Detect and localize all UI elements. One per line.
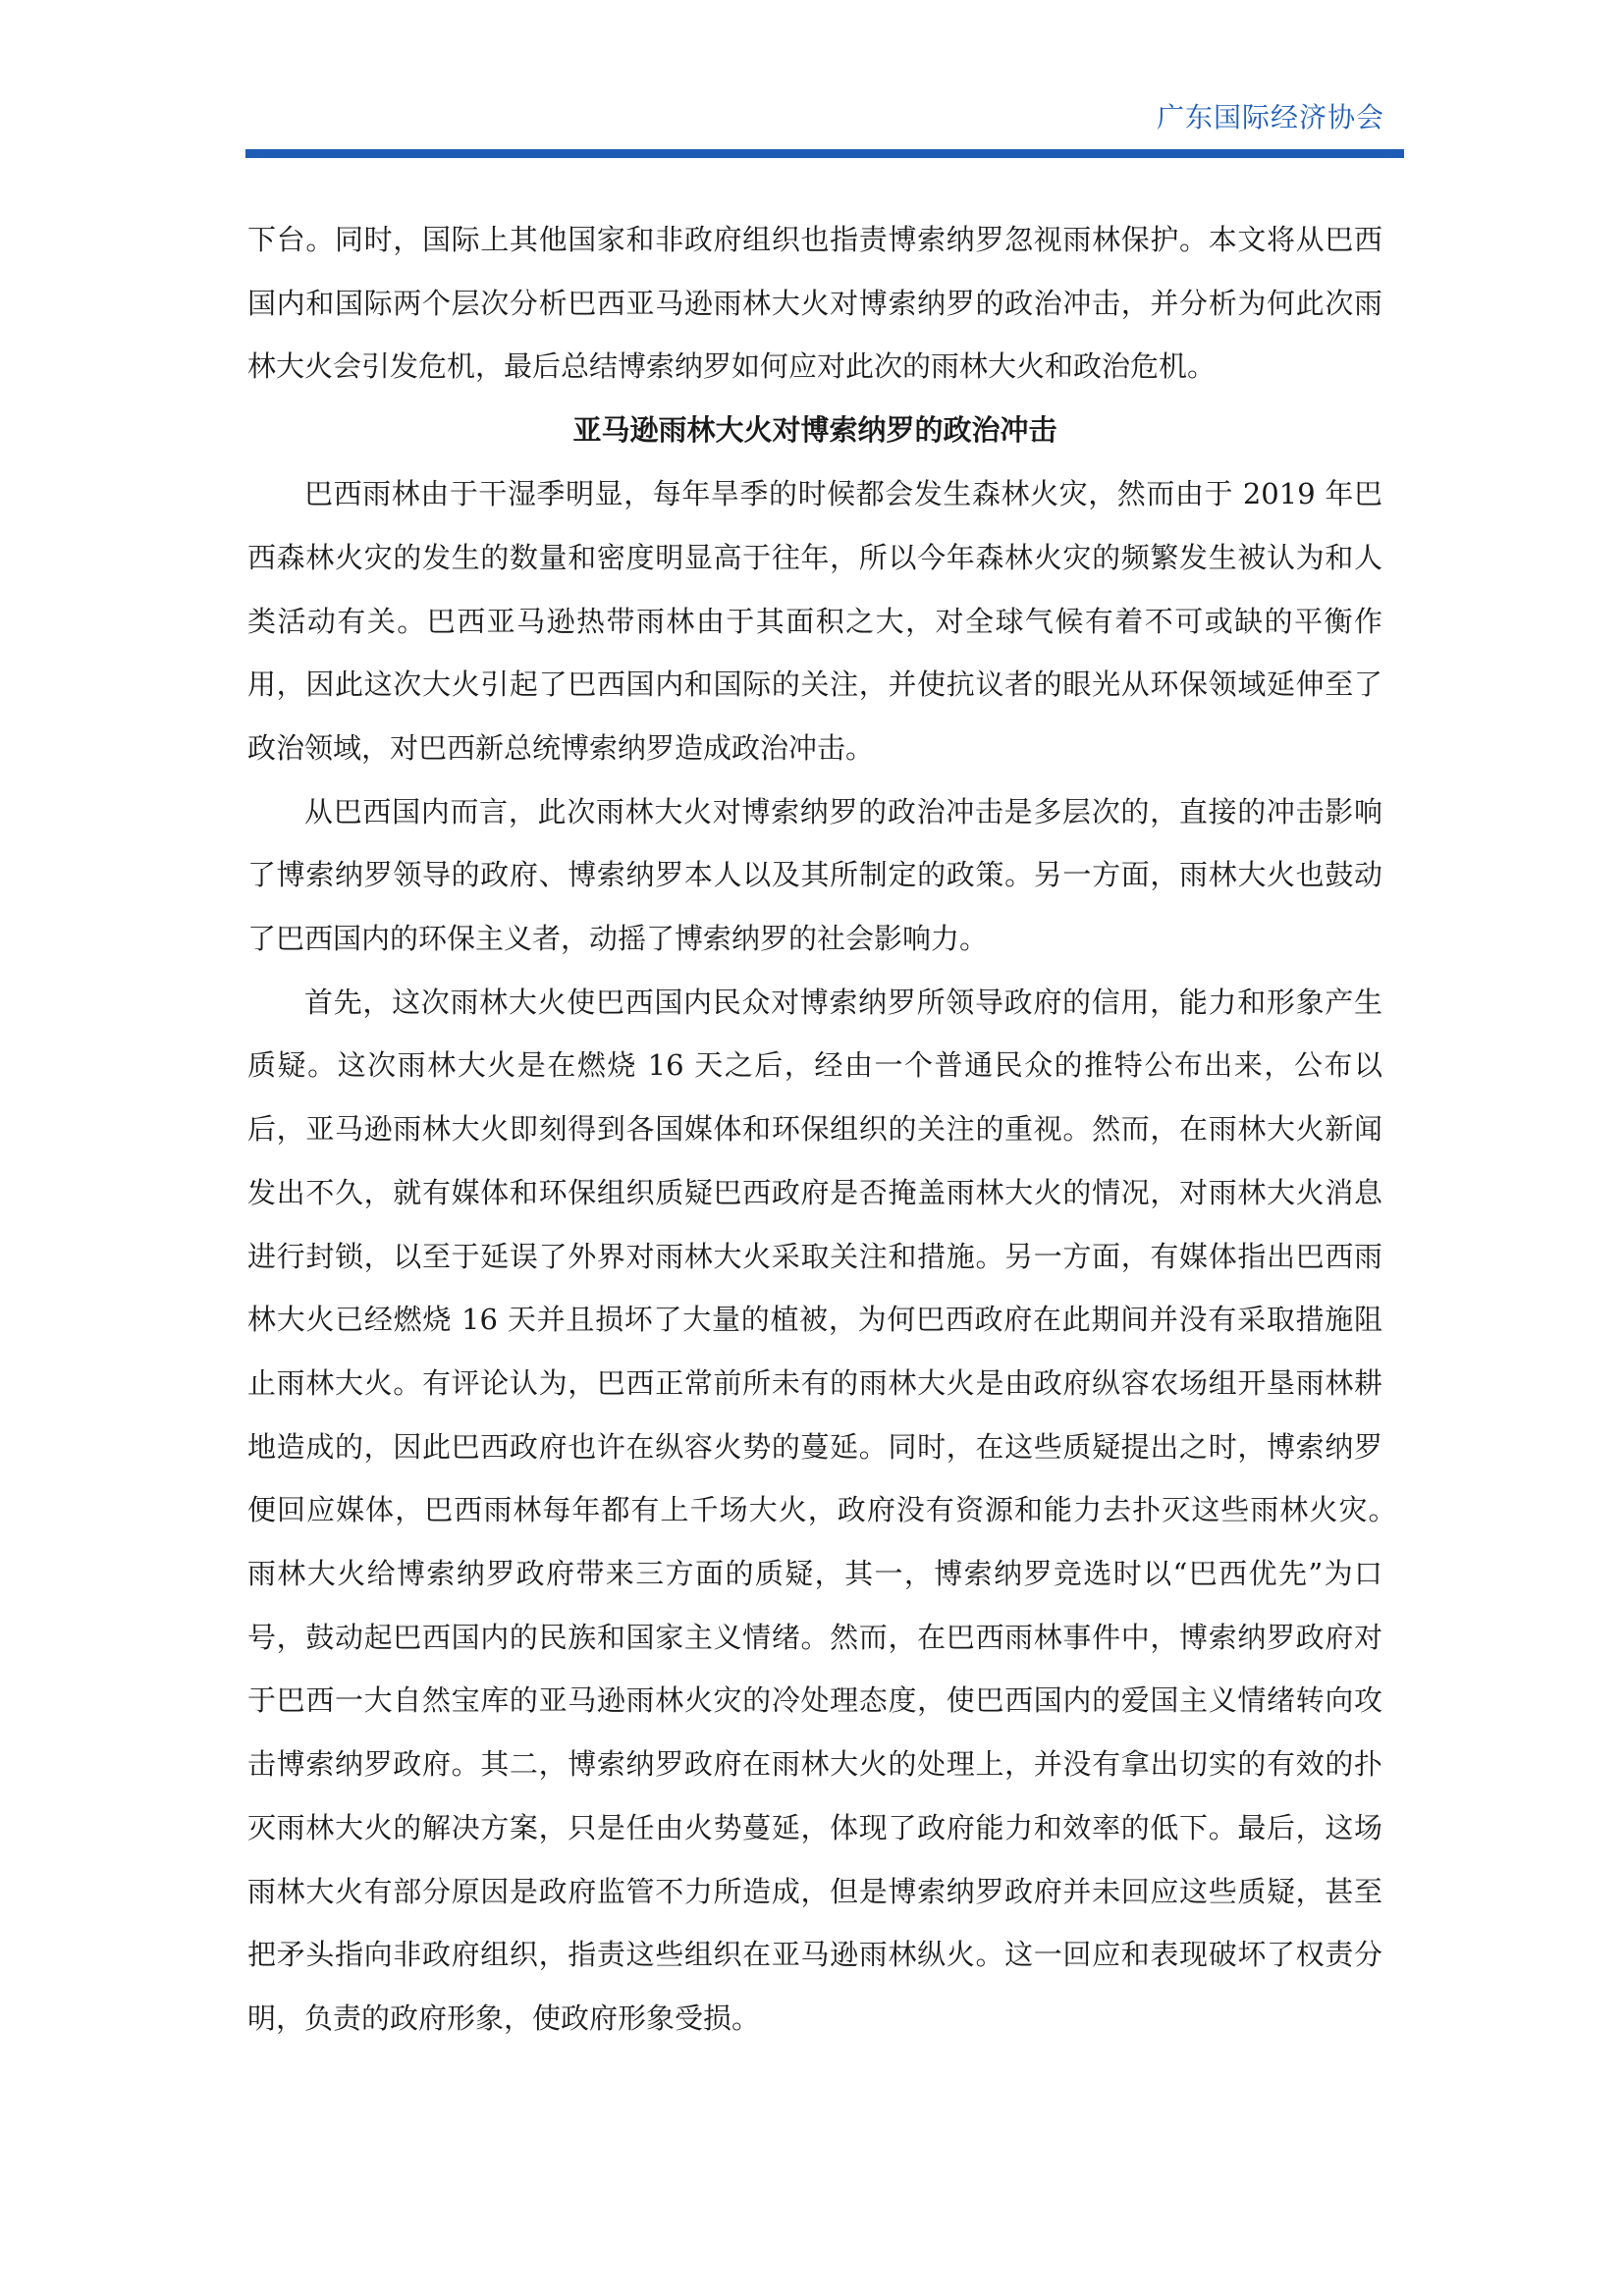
paragraph: 首先，这次雨林大火使巴西国内民众对博索纳罗所领导政府的信用，能力和形象产生质疑。这次雨林大火是在燃烧 16 天之后，经由一个普通民众的推特公布出来，公布以后，亚马逊雨林大火即刻得到各国媒体和环保组织的关注的重视。然而，在雨林大火新闻发出不久，就有媒体和环保组织质疑巴西政府是否掩盖雨林大火的情况，对雨林大火消息进行封锁，以至于延误了外界对雨林大火采取关注和措施。另一方面，有媒体指出巴西雨林大火已经燃烧 16 天并且损坏了大量的植被，为何巴西政府在此期间并没有采取措施阻止雨林大火。有评论认为，巴西正常前所未有的雨林大火是由政府纵容农场组开垦雨林耕地造成的，因此巴西政府也许在纵容火势的蔓延。同时，在这些质疑提出之时，博索纳罗便回应媒体，巴西雨林每年都有上千场大火，政府没有资源和能力去扑灭这些雨林火灾。 雨林大火给博索纳罗政府带来三方面的质疑，其一，博索纳罗竞选时以“巴西优先”为口号，鼓动起巴西国内的民族和国家主义情绪。然而，在巴西雨林事件中，博索纳罗政府对于巴西一大自然宝库的亚马逊雨林火灾的冷处理态度，使巴西国内的爱国主义情绪转向攻击博索纳罗政府。其二，博索纳罗政府在雨林大火的处理上，并没有拿出切实的有效的扑灭雨林大火的解决方案，只是任由火势蔓延，体现了政府能力和效率的低下。最后，这场雨林大火有部分原因是政府监管不力所造成，但是博索纳罗政府并未回应这些质疑，甚至把矛头指向非政府组织，指责这些组织在亚马逊雨林纵火。这一回应和表现破坏了权责分明，负责的政府形象，使政府形象受损。 [247,985,1412,2035]
paragraph: 巴西雨林由于干湿季明显，每年旱季的时候都会发生森林火灾，然而由于 2019 年巴西森林火灾的发生的数量和密度明显高于往年，所以今年森林火灾的频繁发生被认为和人类活动有关。巴西亚马逊热带雨林由于其面积之大，对全球气候有着不可或缺的平衡作用，因此这次大火引起了巴西国内和国际的关注，并使抗议者的眼光从环保领域延伸至了政治领域，对巴西新总统博索纳罗造成政治冲击。 [247,477,1382,765]
header-divider [245,149,1404,158]
paragraph-continued: 下台。同时，国际上其他国家和非政府组织也指责博索纳罗忽视雨林保护。本文将从巴西国内和国际两个层次分析巴西亚马逊雨林大火对博索纳罗的政治冲击，并分析为何此次雨林大火会引发危机，最后总结博索纳罗如何应对此次的雨林大火和政治危机。 [247,223,1382,384]
paragraph: 从巴西国内而言，此次雨林大火对博索纳罗的政治冲击是多层次的，直接的冲击影响了博索纳罗领导的政府、博索纳罗本人以及其所制定的政策。另一方面，雨林大火也鼓动了巴西国内的环保主义者，动摇了博索纳罗的社会影响力。 [247,794,1382,956]
header-organization-name: 广东国际经济协会 [1156,101,1384,133]
document-body [247,208,1412,2051]
section-heading: 亚马逊雨林大火对博索纳罗的政治冲击 [572,413,1057,448]
